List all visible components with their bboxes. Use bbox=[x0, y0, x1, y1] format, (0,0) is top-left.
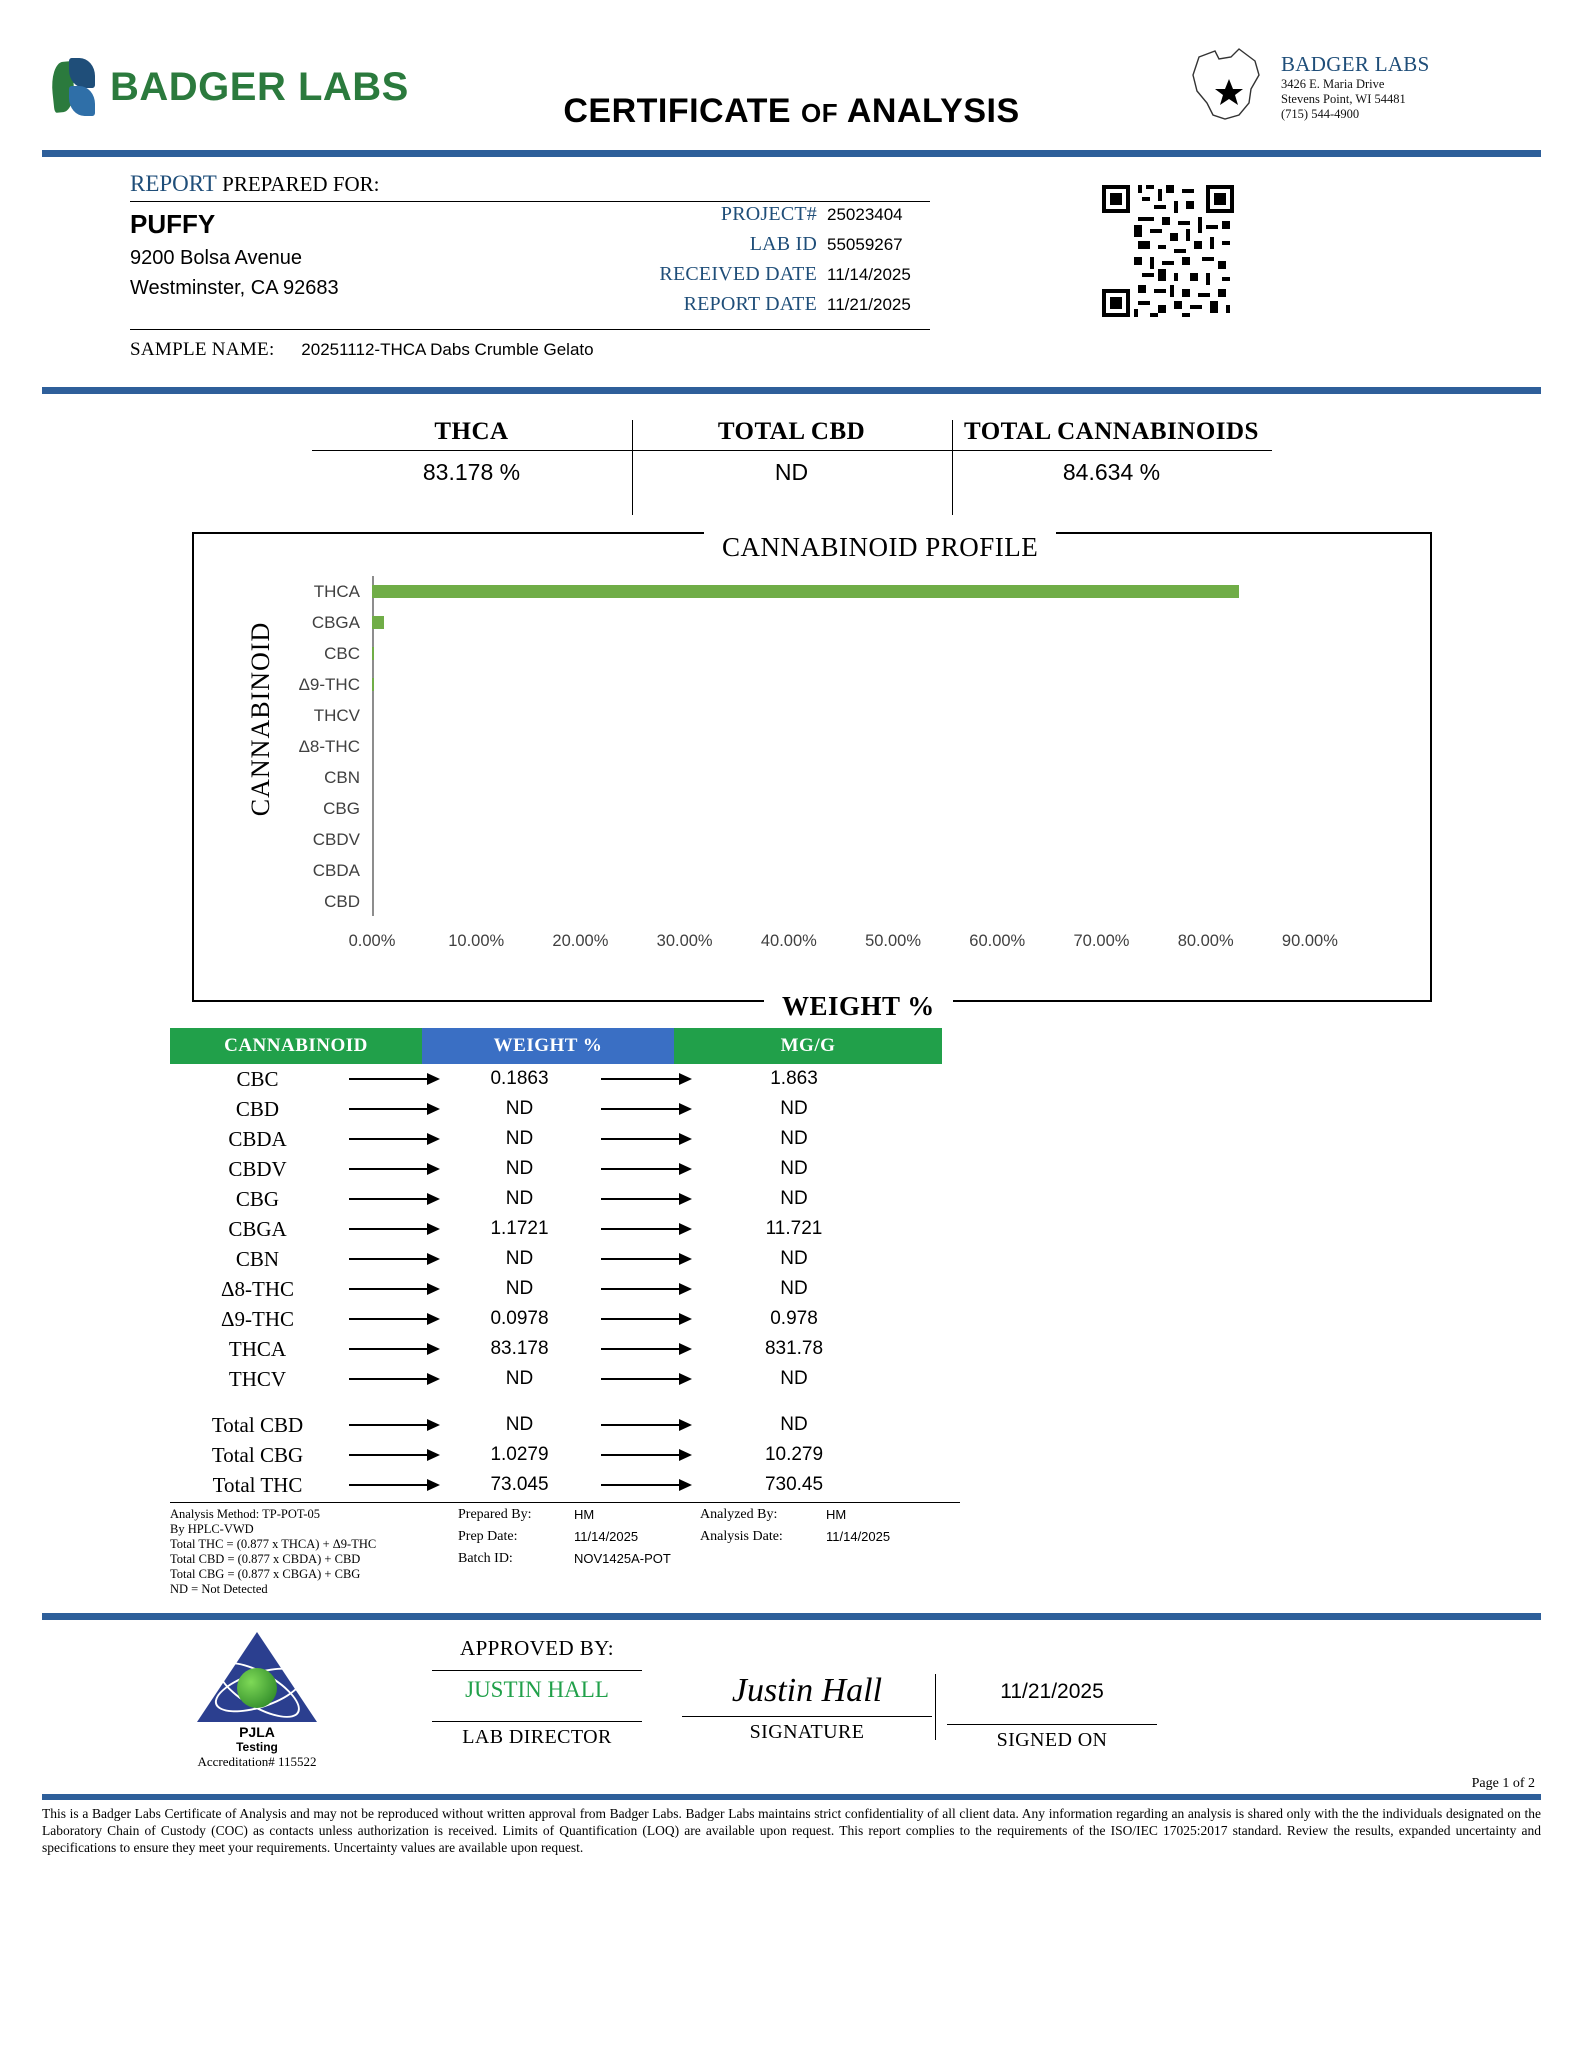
result-weight-percent: 73.045 bbox=[490, 1474, 549, 1495]
arrow-icon bbox=[345, 1163, 442, 1175]
result-weight-percent: ND bbox=[505, 1278, 534, 1299]
meta-label-received-date: RECEIVED DATE bbox=[659, 263, 817, 285]
arrow-icon bbox=[597, 1449, 694, 1461]
method-line: Total CBG = (0.877 x CBGA) + CBG bbox=[170, 1567, 361, 1581]
table-row bbox=[170, 1064, 960, 1094]
chart-x-tick: 60.00% bbox=[969, 932, 1026, 950]
meta-value-project: 25023404 bbox=[827, 205, 903, 224]
chart-x-tick: 50.00% bbox=[865, 932, 922, 950]
meta-value-lab-id: 55059267 bbox=[827, 235, 903, 254]
pjla-name: PJLA bbox=[239, 1724, 275, 1740]
result-weight-percent: ND bbox=[505, 1128, 534, 1149]
batch-id-value: NOV1425A-POT bbox=[574, 1551, 671, 1566]
table-row bbox=[170, 1470, 960, 1500]
result-mgg: ND bbox=[780, 1098, 808, 1119]
cannabinoid-profile-chart bbox=[42, 514, 1541, 1021]
method-line: By HPLC-VWD bbox=[170, 1522, 254, 1536]
arrow-icon bbox=[597, 1373, 694, 1385]
result-analyte: Total THC bbox=[212, 1472, 303, 1497]
summary-value-cell bbox=[952, 451, 1272, 486]
results-col-mgg: MG/G bbox=[674, 1028, 942, 1064]
chart-bar-row bbox=[324, 638, 374, 669]
report-info-block bbox=[42, 157, 1541, 387]
pjla-accreditation-number: Accreditation# 115522 bbox=[197, 1754, 317, 1769]
arrow-icon bbox=[345, 1073, 442, 1085]
table-row bbox=[170, 1094, 960, 1124]
arrow-icon bbox=[345, 1133, 442, 1145]
summary-title: TOTAL CANNABINOIDS bbox=[964, 418, 1259, 445]
result-analyte: Total CBD bbox=[211, 1412, 304, 1437]
arrow-icon bbox=[345, 1193, 442, 1205]
meta-row bbox=[642, 233, 932, 263]
batch-id-row bbox=[458, 1551, 698, 1566]
result-analyte: CBG bbox=[235, 1186, 280, 1211]
pjla-subtitle: Testing bbox=[236, 1740, 278, 1754]
result-analyte: CBN bbox=[235, 1246, 280, 1271]
summary-col-thca bbox=[312, 418, 632, 450]
prep-date-label: Prep Date: bbox=[458, 1529, 518, 1544]
result-analyte: CBDA bbox=[228, 1126, 287, 1151]
result-analyte: THCV bbox=[228, 1366, 287, 1391]
results-table bbox=[42, 1028, 1541, 1503]
chart-category-label: CBN bbox=[324, 767, 360, 787]
title-end: ANALYSIS bbox=[846, 92, 1020, 130]
lab-address-line2: Stevens Point, WI 54481 bbox=[1281, 92, 1406, 106]
result-weight-percent: ND bbox=[505, 1248, 534, 1269]
title-of: OF bbox=[801, 98, 839, 128]
summary-table bbox=[42, 418, 1541, 496]
lab-name: BADGER LABS bbox=[1281, 52, 1430, 76]
chart-category-label: CBC bbox=[324, 643, 360, 663]
table-row bbox=[170, 1364, 960, 1394]
result-mgg: ND bbox=[780, 1248, 808, 1269]
chart-x-tick: 80.00% bbox=[1177, 932, 1234, 950]
result-weight-percent: 1.0279 bbox=[490, 1444, 549, 1465]
arrow-icon bbox=[345, 1449, 442, 1461]
chart-title: CANNABINOID PROFILE bbox=[704, 532, 1056, 563]
method-line: Analysis Method: TP-POT-05 bbox=[170, 1507, 321, 1521]
result-mgg: ND bbox=[780, 1188, 808, 1209]
arrow-icon bbox=[597, 1223, 694, 1235]
chart-category-label: CBG bbox=[323, 798, 360, 818]
result-mgg: ND bbox=[780, 1414, 808, 1435]
analyzed-by-label: Analyzed By: bbox=[700, 1507, 778, 1522]
summary-value-cell bbox=[312, 451, 632, 486]
footer-disclaimer: This is a Badger Labs Certificate of Analysis and may not be reproduced without written approval from Badger Labs. Badger Labs maintains strict confidentiality of all client data. Any information regarding an analysis is shared only with the the individuals designated on the Laboratory Chain of Custody (COC) as contacts unless authorization is received. Limits of Quantification (LOQ) are available upon request. This report complies to the requirements of the ISO/IEC 17025:2017 standard. Review the results, expanded uncertainty and specifications to ensure they meet your requirements. Uncertainty values are available upon request. bbox=[42, 1806, 1541, 1855]
arrow-icon bbox=[345, 1283, 442, 1295]
arrow-icon bbox=[345, 1479, 442, 1491]
result-weight-percent: 0.1863 bbox=[490, 1068, 549, 1089]
result-weight-percent: 0.0978 bbox=[490, 1308, 549, 1329]
sample-name-value: 20251112-THCA Dabs Crumble Gelato bbox=[301, 340, 594, 359]
arrow-icon bbox=[345, 1253, 442, 1265]
chart-category-label: CBDV bbox=[312, 829, 360, 849]
result-mgg: 1.863 bbox=[770, 1068, 818, 1089]
result-analyte: CBD bbox=[235, 1096, 280, 1121]
meta-label-project: PROJECT# bbox=[720, 203, 817, 225]
approved-by-column bbox=[432, 1636, 642, 1749]
summary-value-cell bbox=[632, 451, 952, 486]
approver-name: JUSTIN HALL bbox=[465, 1677, 609, 1702]
brand-name: BADGER LABS bbox=[110, 64, 409, 109]
summary-value: ND bbox=[774, 459, 809, 485]
arrow-icon bbox=[345, 1343, 442, 1355]
result-analyte: CBC bbox=[236, 1066, 279, 1091]
summary-col-total-cbd bbox=[632, 418, 952, 450]
chart-plot-area bbox=[298, 576, 1362, 916]
chart-x-tick: 90.00% bbox=[1281, 932, 1338, 950]
arrow-icon bbox=[597, 1343, 694, 1355]
arrow-icon bbox=[597, 1313, 694, 1325]
prep-date-row bbox=[458, 1529, 698, 1544]
approver-title: LAB DIRECTOR bbox=[462, 1726, 612, 1748]
analysis-date-row bbox=[700, 1529, 980, 1544]
chart-category-label: Δ9-THC bbox=[298, 674, 360, 694]
table-row bbox=[170, 1440, 960, 1470]
client-address-line1: 9200 Bolsa Avenue bbox=[130, 247, 303, 269]
arrow-icon bbox=[597, 1073, 694, 1085]
analysis-method-notes bbox=[170, 1507, 440, 1597]
chart-y-axis-label: CANNABINOID bbox=[246, 621, 276, 817]
arrow-icon bbox=[597, 1283, 694, 1295]
chart-bar bbox=[372, 585, 1239, 598]
method-line: ND = Not Detected bbox=[170, 1582, 268, 1596]
report-prepared-for-heading bbox=[130, 171, 380, 197]
method-line: Total CBD = (0.877 x CBDA) + CBD bbox=[170, 1552, 361, 1566]
arrow-icon bbox=[597, 1163, 694, 1175]
report-meta-table bbox=[642, 203, 932, 323]
prepared-by-row bbox=[458, 1507, 698, 1522]
result-analyte: Δ9-THC bbox=[221, 1306, 294, 1331]
prep-date-value: 11/14/2025 bbox=[574, 1529, 639, 1544]
pjla-logo-icon bbox=[197, 1632, 317, 1724]
analyzed-by-value: HM bbox=[826, 1507, 847, 1522]
arrow-icon bbox=[345, 1373, 442, 1385]
signature-column bbox=[682, 1636, 932, 1744]
chart-x-tick-labels bbox=[344, 932, 1374, 956]
table-row bbox=[170, 1304, 960, 1334]
arrow-icon bbox=[597, 1133, 694, 1145]
chart-x-tick: 30.00% bbox=[656, 932, 713, 950]
table-row bbox=[170, 1214, 960, 1244]
table-row bbox=[170, 1410, 960, 1440]
arrow-icon bbox=[597, 1193, 694, 1205]
approval-section-divider bbox=[42, 1613, 1541, 1620]
summary-values-row bbox=[312, 451, 1272, 486]
approved-by-label: APPROVED BY: bbox=[460, 1636, 614, 1660]
result-weight-percent: 1.1721 bbox=[490, 1218, 549, 1239]
arrow-icon bbox=[597, 1253, 694, 1265]
result-weight-percent: 83.178 bbox=[490, 1338, 549, 1359]
chart-x-tick: 40.00% bbox=[760, 932, 817, 950]
result-mgg: ND bbox=[780, 1278, 808, 1299]
header-divider bbox=[42, 150, 1541, 157]
client-name: PUFFY bbox=[130, 209, 216, 239]
analysis-info bbox=[700, 1507, 980, 1551]
report-heading-rule bbox=[130, 201, 930, 202]
chart-bar bbox=[372, 647, 374, 660]
result-analyte: Δ8-THC bbox=[221, 1276, 294, 1301]
chart-bar-row bbox=[298, 669, 374, 700]
chart-bar-row bbox=[313, 576, 1239, 607]
prepared-by-label: Prepared By: bbox=[458, 1507, 532, 1522]
result-weight-percent: ND bbox=[505, 1188, 534, 1209]
arrow-icon bbox=[345, 1223, 442, 1235]
result-mgg: ND bbox=[780, 1128, 808, 1149]
lab-phone: (715) 544-4900 bbox=[1281, 107, 1360, 121]
table-row bbox=[170, 1154, 960, 1184]
report-prepared-for: PREPARED FOR: bbox=[222, 172, 380, 196]
signature-divider bbox=[935, 1674, 936, 1740]
results-header-row bbox=[170, 1028, 960, 1064]
results-totals bbox=[42, 1410, 1541, 1500]
summary-col-total-cannabinoids bbox=[952, 418, 1272, 450]
chart-bar-row bbox=[311, 607, 384, 638]
chart-bar bbox=[372, 678, 374, 691]
qr-code[interactable] bbox=[1102, 185, 1234, 317]
report-word: REPORT bbox=[130, 171, 217, 196]
batch-id-label: Batch ID: bbox=[458, 1551, 513, 1566]
result-weight-percent: ND bbox=[505, 1098, 534, 1119]
result-analyte: CBGA bbox=[228, 1216, 287, 1241]
meta-label-lab-id: LAB ID bbox=[749, 233, 817, 255]
lab-address-line1: 3426 E. Maria Drive bbox=[1281, 77, 1385, 91]
signature-label: SIGNATURE bbox=[749, 1721, 865, 1743]
chart-category-label: CBGA bbox=[311, 612, 360, 632]
chart-category-label: CBD bbox=[324, 891, 360, 911]
summary-value: 83.178 % bbox=[422, 459, 521, 485]
signed-on-spacer bbox=[947, 1636, 1157, 1670]
approval-block bbox=[42, 1626, 1541, 1776]
summary-value: 84.634 % bbox=[1062, 459, 1161, 485]
table-row bbox=[170, 1124, 960, 1154]
results-col-weight: WEIGHT % bbox=[422, 1028, 674, 1064]
arrow-icon bbox=[345, 1103, 442, 1115]
chart-x-tick: 0.00% bbox=[348, 932, 396, 950]
summary-title: THCA bbox=[434, 418, 509, 445]
wisconsin-map-icon bbox=[1185, 45, 1273, 123]
prep-info bbox=[458, 1507, 698, 1573]
meta-row bbox=[642, 203, 932, 233]
analysis-date-label: Analysis Date: bbox=[700, 1529, 783, 1544]
arrow-icon bbox=[345, 1313, 442, 1325]
result-analyte: CBDV bbox=[228, 1156, 287, 1181]
chart-x-tick: 20.00% bbox=[552, 932, 609, 950]
chart-frame bbox=[192, 532, 1432, 1021]
sample-name-row bbox=[130, 339, 594, 361]
method-line: Total THC = (0.877 x THCA) + Δ9-THC bbox=[170, 1537, 377, 1551]
chart-category-label: Δ8-THC bbox=[298, 736, 360, 756]
chart-x-tick: 10.00% bbox=[448, 932, 505, 950]
chart-category-label: CBDA bbox=[312, 860, 360, 880]
title-main: CERTIFICATE bbox=[563, 92, 792, 130]
result-mgg: 831.78 bbox=[764, 1338, 824, 1359]
page-number: Page 1 of 2 bbox=[1471, 1776, 1535, 1791]
signed-on-date: 11/21/2025 bbox=[1000, 1680, 1104, 1703]
meta-value-received-date: 11/14/2025 bbox=[827, 265, 911, 284]
table-row bbox=[170, 1274, 960, 1304]
chart-bar bbox=[372, 616, 384, 629]
signature-mark: Justin Hall bbox=[731, 1672, 883, 1709]
sample-name-label: SAMPLE NAME: bbox=[130, 339, 275, 360]
signature-spacer bbox=[682, 1636, 932, 1670]
result-mgg: 11.721 bbox=[765, 1218, 823, 1239]
sample-divider-rule bbox=[130, 329, 930, 330]
signed-on-label: SIGNED ON bbox=[996, 1729, 1108, 1751]
summary-title: TOTAL CBD bbox=[717, 418, 866, 445]
chart-category-label: THCV bbox=[313, 705, 360, 725]
results-col-cannabinoid: CANNABINOID bbox=[170, 1028, 422, 1064]
arrow-icon bbox=[597, 1103, 694, 1115]
meta-label-report-date: REPORT DATE bbox=[683, 293, 817, 315]
result-mgg: ND bbox=[780, 1158, 808, 1179]
result-weight-percent: ND bbox=[505, 1368, 534, 1389]
chart-x-axis-label: WEIGHT % bbox=[764, 991, 953, 1022]
lab-address-block bbox=[1281, 52, 1521, 122]
result-weight-percent: ND bbox=[505, 1158, 534, 1179]
page-header bbox=[42, 0, 1541, 150]
arrow-icon bbox=[597, 1479, 694, 1491]
chart-category-label: THCA bbox=[313, 581, 360, 601]
signed-on-column bbox=[947, 1636, 1157, 1752]
arrow-icon bbox=[345, 1419, 442, 1431]
arrow-icon bbox=[597, 1419, 694, 1431]
result-mgg: 730.45 bbox=[764, 1474, 824, 1495]
result-weight-percent: ND bbox=[505, 1414, 534, 1435]
client-address-line2: Westminster, CA 92683 bbox=[130, 277, 339, 299]
meta-value-report-date: 11/21/2025 bbox=[827, 295, 911, 314]
result-analyte: Total CBG bbox=[211, 1442, 304, 1467]
analysis-metadata bbox=[170, 1507, 1541, 1599]
summary-titles-row bbox=[312, 418, 1272, 450]
pjla-accreditation-block bbox=[172, 1632, 342, 1770]
meta-row bbox=[642, 263, 932, 293]
table-row bbox=[170, 1184, 960, 1214]
result-mgg: 0.978 bbox=[770, 1308, 818, 1329]
results-rows bbox=[42, 1064, 1541, 1394]
report-section-divider bbox=[42, 387, 1541, 394]
results-bottom-rule bbox=[170, 1502, 960, 1503]
meta-row bbox=[642, 293, 932, 323]
table-row bbox=[170, 1334, 960, 1364]
prepared-by-value: HM bbox=[574, 1507, 595, 1522]
result-mgg: 10.279 bbox=[764, 1444, 824, 1465]
analyzed-by-row bbox=[700, 1507, 980, 1522]
table-row bbox=[170, 1244, 960, 1274]
result-analyte: THCA bbox=[228, 1336, 287, 1361]
chart-x-tick: 70.00% bbox=[1073, 932, 1130, 950]
analysis-date-value: 11/14/2025 bbox=[826, 1529, 891, 1544]
result-mgg: ND bbox=[780, 1368, 808, 1389]
